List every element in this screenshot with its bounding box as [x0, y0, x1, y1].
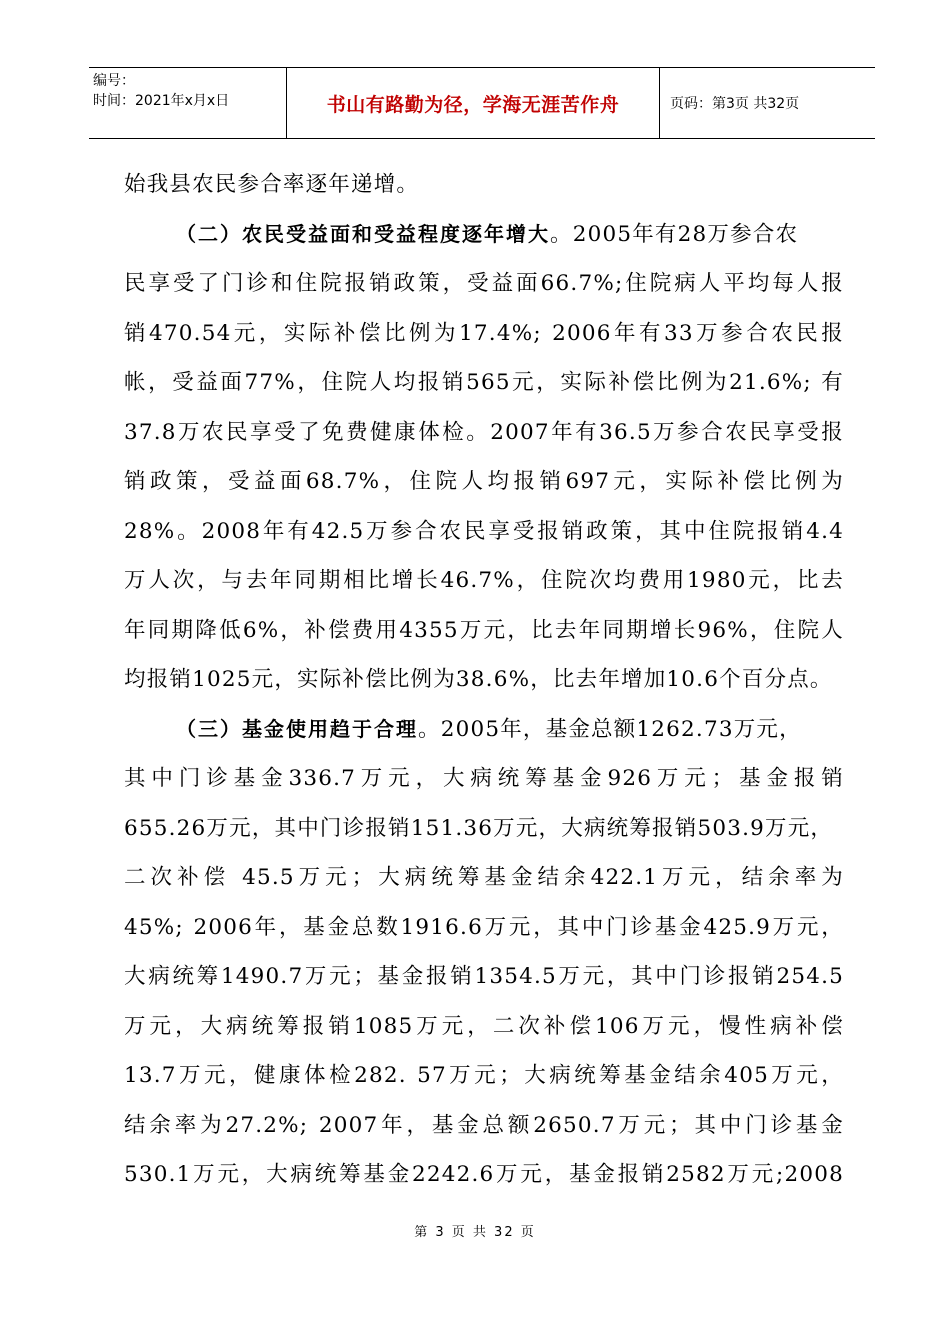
page-footer: 第 3 页 共 32 页 — [414, 1225, 536, 1240]
text-line: 销政策，受益面68.7%，住院人均报销697元，实际补偿比例为 — [124, 469, 844, 494]
text-line: 530.1万元，大病统筹基金2242.6万元，基金报销2582万元;2008 — [124, 1162, 844, 1187]
document-number-label: 编号： — [93, 73, 135, 89]
text-line: 其中门诊基金336.7万元，大病统筹基金926万元；基金报销 — [124, 766, 844, 791]
text-line: 结余率为27.2%; 2007年，基金总额2650.7万元；其中门诊基金 — [124, 1112, 844, 1138]
text-line: 13.7万元，健康体检282. 57万元；大病统筹基金结余405万元， — [124, 1063, 844, 1088]
text-line: 销470.54元，实际补偿比例为17.4%; 2006年有33万参合农民报 — [124, 320, 844, 346]
document-body — [124, 160, 844, 1200]
paragraph-heading-line — [124, 210, 844, 260]
text-line: 民享受了门诊和住院报销政策，受益面66.7%;住院病人平均每人报 — [124, 271, 844, 296]
header-motto: 书山有路勤为径，学海无涯苦作舟 — [286, 68, 660, 138]
text-line: 年同期降低6%，补偿费用4355万元，比去年同期增长96%，住院人 — [124, 617, 844, 643]
text-line: 均报销1025元，实际补偿比例为38.6%，比去年增加10.6个百分点。 — [124, 667, 833, 692]
text-line: 大病统筹1490.7万元；基金报销1354.5万元，其中门诊报销254.5 — [124, 964, 844, 989]
text-run: 。2005年，基金总额1262.73万元， — [418, 716, 802, 742]
text-line: 万元，大病统筹报销1085万元，二次补偿106万元，慢性病补偿 — [124, 1013, 844, 1039]
section-heading-3: （三）基金使用趋于合理 — [176, 716, 418, 741]
page-header — [89, 67, 875, 139]
text-line: 帐，受益面77%，住院人均报销565元，实际补偿比例为21.6%; 有 — [124, 370, 844, 395]
text-line: 45%; 2006年，基金总数1916.6万元，其中门诊基金425.9万元， — [124, 914, 844, 940]
text-line: 二次补偿 45.5万元；大病统筹基金结余422.1万元，结余率为 — [124, 865, 844, 890]
header-page-indicator: 页码：第3页 共32页 — [670, 96, 800, 112]
text-line: 655.26万元，其中门诊报销151.36万元，大病统筹报销503.9万元， — [124, 815, 834, 841]
text-line: 28%。2008年有42.5万参合农民享受报销政策，其中住院报销4.4 — [124, 518, 844, 544]
paragraph-heading-line — [124, 705, 844, 755]
text-line: 37.8万农民享受了免费健康体检。2007年有36.5万参合农民享受报 — [124, 419, 844, 445]
header-meta — [89, 68, 286, 138]
text-line: 万人次，与去年同期相比增长46.7%，住院次均费用1980元，比去 — [124, 568, 844, 593]
text-line: 始我县农民参合率逐年递增。 — [124, 172, 420, 197]
section-heading-2: （二）农民受益面和受益程度逐年增大 — [176, 221, 550, 246]
text-run: 。2005年有28万参合农 — [550, 221, 799, 247]
document-time-label: 时间：2021年x月x日 — [93, 93, 230, 109]
